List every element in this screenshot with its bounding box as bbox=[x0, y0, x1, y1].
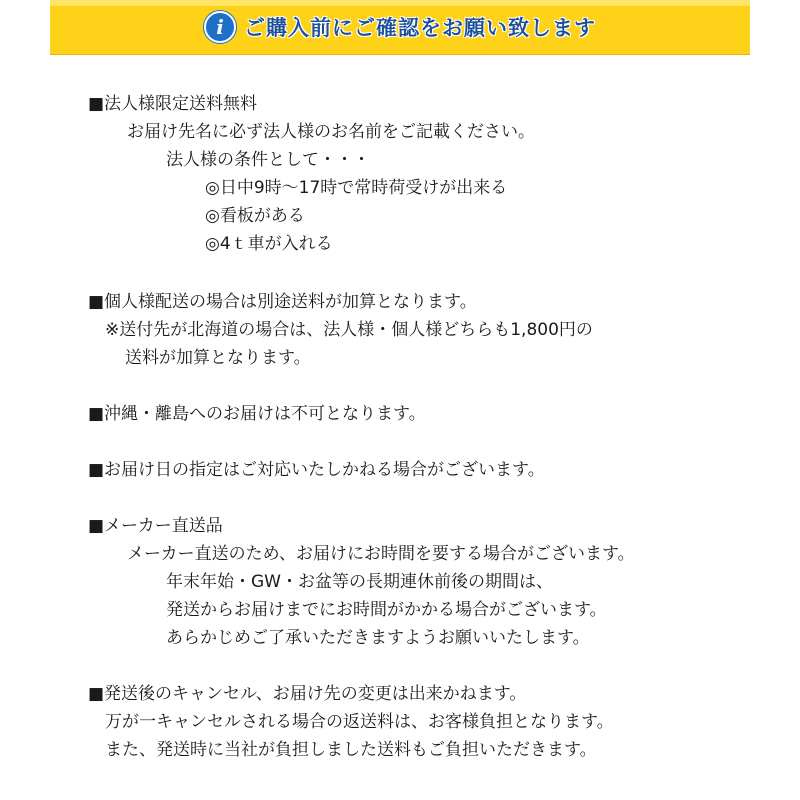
note-hokkaido-fee: ※送付先が北海道の場合は、法人様・個人様どちらも1,800円の bbox=[105, 320, 593, 340]
heading-direct-from-maker: ■メーカー直送品 bbox=[88, 516, 223, 536]
note-acknowledge: あらかじめご了承いただきますようお願いいたします。 bbox=[166, 628, 590, 648]
note-corporate-name: お届け先名に必ず法人様のお名前をご記載ください。 bbox=[127, 122, 535, 142]
heading-corporate-free-shipping: ■法人様限定送料無料 bbox=[88, 94, 258, 114]
note-hokkaido-fee-cont: 送料が加算となります。 bbox=[125, 348, 311, 368]
condition-4t-truck: ◎4ｔ車が入れる bbox=[205, 234, 333, 254]
note-holiday-delay: 発送からお届けまでにお時間がかかる場合がございます。 bbox=[166, 600, 607, 620]
heading-okinawa-islands: ■沖縄・離島へのお届けは不可となります。 bbox=[88, 404, 426, 424]
note-corporate-conditions: 法人様の条件として・・・ bbox=[166, 150, 370, 170]
note-maker-delivery-time: メーカー直送のため、お届けにお時間を要する場合がございます。 bbox=[127, 544, 635, 564]
note-shipping-fee-burden: また、発送時に当社が負担しました送料もご負担いただきます。 bbox=[105, 740, 597, 760]
heading-delivery-date: ■お届け日の指定はご対応いたしかねる場合がございます。 bbox=[88, 460, 545, 480]
banner-title: ご購入前にご確認をお願い致します bbox=[244, 16, 596, 40]
condition-signboard: ◎看板がある bbox=[205, 206, 305, 226]
heading-cancellation: ■発送後のキャンセル、お届け先の変更は出来かねます。 bbox=[88, 684, 527, 704]
heading-individual-shipping: ■個人様配送の場合は別途送料が加算となります。 bbox=[88, 292, 477, 312]
note-holiday-period: 年末年始・GW・お盆等の長期連休前後の期間は、 bbox=[166, 572, 553, 592]
info-icon: i bbox=[204, 11, 236, 43]
note-return-fee: 万が一キャンセルされる場合の返送料は、お客様負担となります。 bbox=[105, 712, 614, 732]
condition-receiving-hours: ◎日中9時～17時で常時荷受けが出来る bbox=[205, 178, 508, 198]
